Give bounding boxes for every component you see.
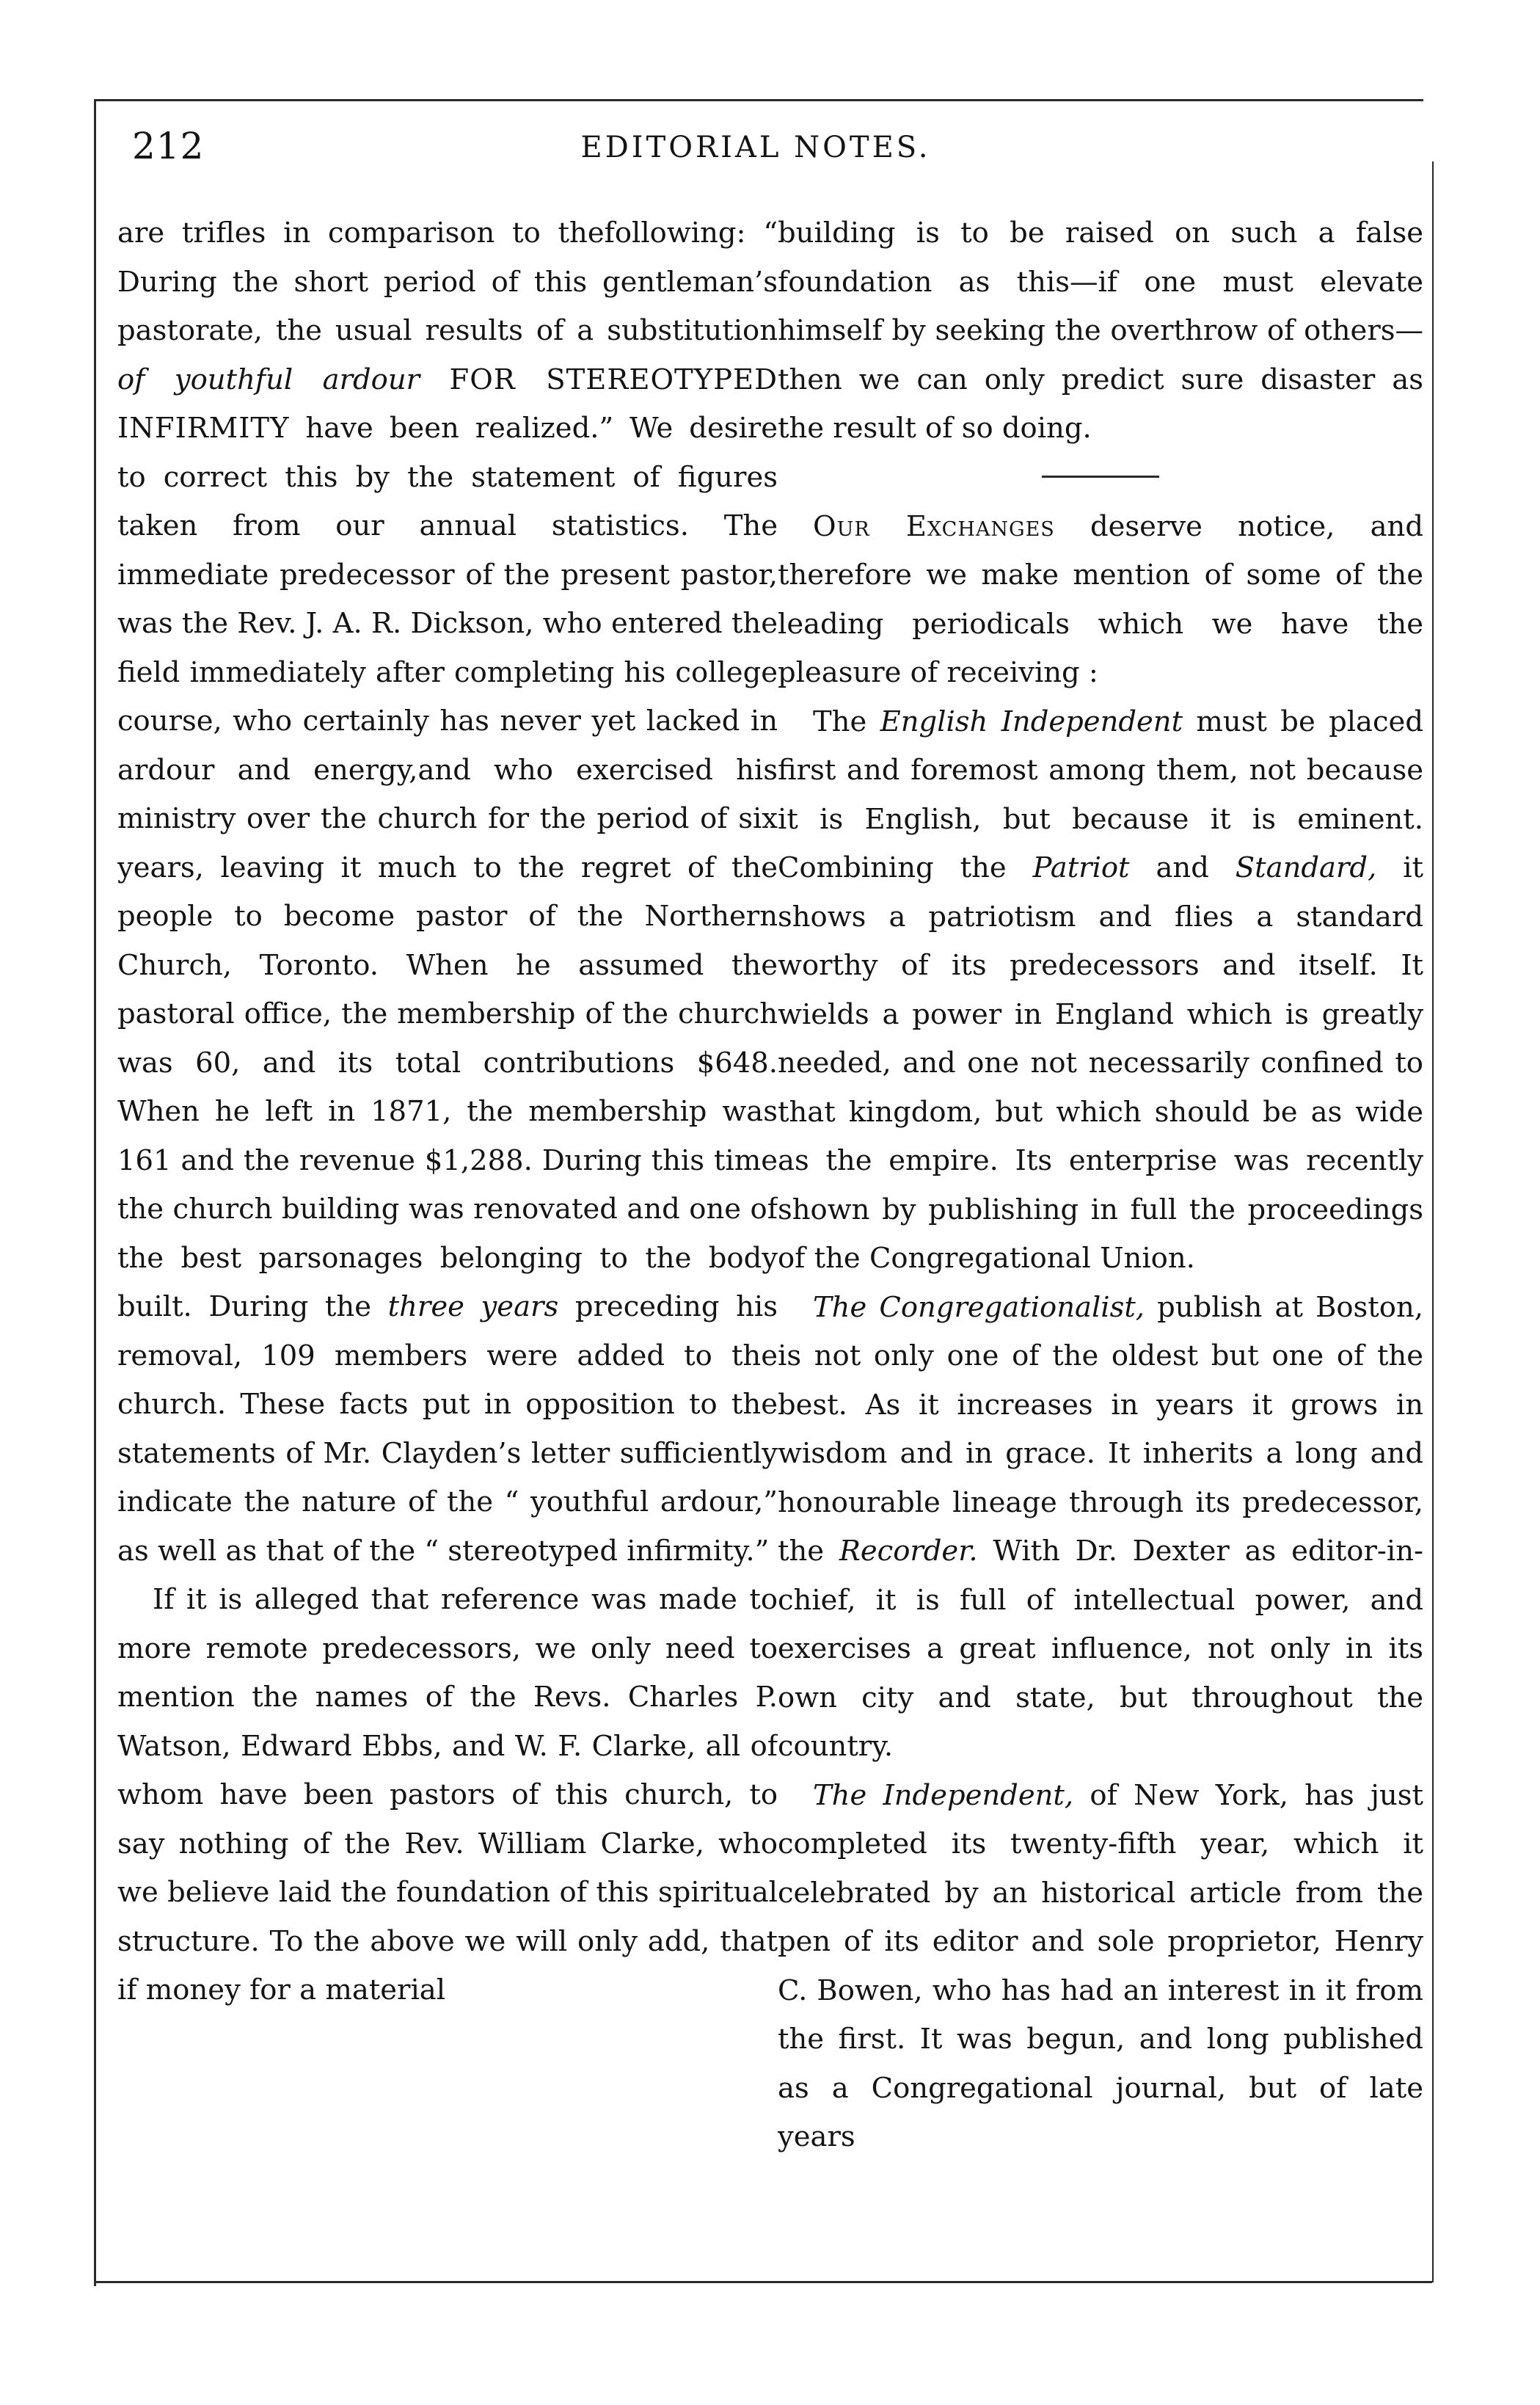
left-p1-space — [420, 363, 449, 396]
right-p4-text-a: publish at Boston, is not only one of the oldest but one of the best. As it increases in years it grows in wisdom and in grace. It inherits a long and honourable lineage through its predecessor, the — [778, 1290, 1423, 1568]
left-paragraph-2: If it is alleged that reference was made to more remote predecessors, we only need to mention the names of the Revs. Charles P. Watson, Edward Ebbs, and W. F. Clarke, all of whom have been pastors of this church, to say nothing of the Rev. William Clarke, who we believe laid the foundation of this spiritual structure. To the above we will only add, that if money for a material — [117, 1583, 778, 2006]
left-paragraph-1 — [117, 209, 778, 1576]
right-column — [778, 209, 1423, 2249]
right-paragraph-1: building is to be raised on such a false foundation as this—if one must elevate himself by seeking the overthrow of others—then we can only predict sure disaster as the result of so doing. — [778, 217, 1423, 445]
right-paragraph-5 — [778, 1772, 1423, 2162]
bottom-rule — [95, 2281, 1432, 2283]
patriot-title: Patriot — [1032, 851, 1130, 884]
our-exchanges-heading: Our Exchanges — [813, 509, 1055, 543]
right-paragraph-2 — [778, 503, 1423, 698]
congregationalist-title: The Congregationalist, — [813, 1290, 1145, 1324]
page-header — [110, 125, 1401, 176]
independent-title: The Independent, — [813, 1778, 1074, 1812]
recorder-title: Recorder. — [839, 1535, 978, 1568]
standard-title: Standard, — [1235, 851, 1377, 884]
right-p4-text-b: With Dr. Dexter as editor-in-chief, it is full of intellectual power, and exercises a great influence, not only in its own city and state, but throughout the country. — [778, 1535, 1423, 1763]
left-p1-italic-youthful-ardour: of youthful ardour — [117, 363, 420, 396]
page-number: 212 — [132, 125, 205, 167]
left-border — [94, 99, 96, 2286]
right-paragraph-4 — [778, 1284, 1423, 1772]
left-column — [117, 209, 778, 2249]
right-p3-text-c: and — [1129, 851, 1236, 884]
section-separator — [1042, 476, 1159, 478]
left-p1-text-b: have been realized.” We desire to correct this by the statement of figures taken from our annual statistics. The immediate predecessor of the present pastor, was the Rev. J. A. R. Dickson, who entered the field immediately after completing his college course, who certainly has never yet lacked in ardour and energy,and who exercised his ministry over the church for the period of six years, leaving it much to the regret of the people to become pastor of the Northern Church, Toronto. When he assumed the pastoral office, the membership of the church was 60, and its total contributions $648. When he left in 1871, the membership was 161 and the revenue $1,288. During this time the church building was renovated and one of the best parsonages belonging to the body built. During the — [117, 412, 778, 1323]
left-p1-smallcaps-stereotyped-infirmity: FOR STEREOTYPED INFIRMITY — [117, 363, 778, 445]
top-rule — [95, 99, 1423, 101]
right-p2-text: deserve notice, and therefore we make mention of some of the leading periodicals which we have the pleasure of receiving : — [778, 509, 1423, 689]
right-p3-text-d: it shows a patriotism and flies a standard worthy of its predecessors and itself. It wields a power in England which is greatly needed, and one not necessarily confined to that kingdom, but which should be as wide as the empire. Its enterprise was recently shown by publishing in full the proceedings of the Congregational Union. — [778, 851, 1423, 1275]
right-p3-text-b: must be placed first and foremost among them, not because it is English, but because it is eminent. Combining the — [778, 705, 1423, 884]
right-p3-text-a: The — [813, 705, 880, 738]
left-p1-text-c: preceding his removal, 109 members were added to the church. These facts put in opposition to the statements of Mr. Clayden’s letter sufficiently indicate the nature of the “ youthful ardour,” as well as that of the “ stereotyped infirmity.” — [117, 1290, 778, 1568]
left-p1-italic-three-years: three years — [387, 1290, 559, 1323]
left-p1-text-a: are trifles in comparison to thefollowing: “ During the short period of this gentleman’s pastorate, the usual results of a substitution — [117, 217, 778, 347]
running-head: EDITORIAL NOTES. — [580, 131, 931, 164]
right-border — [1432, 161, 1434, 2282]
right-p5-text: of New York, has just completed its twenty-fifth year, which it celebrated by an historical article from the pen of its editor and sole proprietor, Henry C. Bowen, who has had an interest in it from the first. It was begun, and long published as a Congregational journal, but of late years — [778, 1778, 1423, 2153]
right-paragraph-3 — [778, 698, 1423, 1284]
english-independent-title: English Independent — [880, 705, 1183, 738]
